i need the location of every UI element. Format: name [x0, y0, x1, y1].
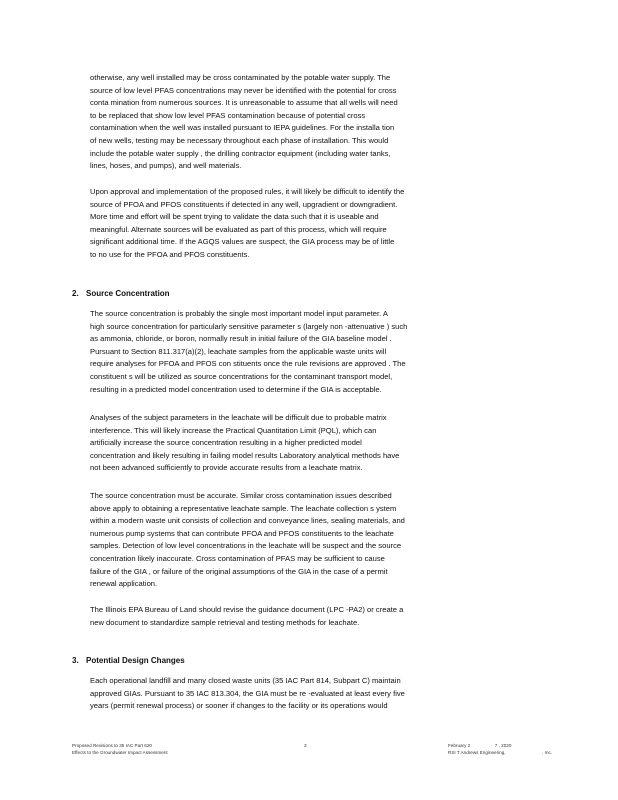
text-line: constituent s will be utilized as source concentrations for the contaminant transport model,	[90, 371, 393, 381]
text-line: The source concentration is probably the single most important model input parameter. A	[90, 309, 389, 318]
section-number: 2.	[72, 289, 79, 298]
text-line: The source concentration must be accurate. Similar cross contamination issues described	[90, 491, 392, 500]
text-line: resulting in a predicted model concentration used to determine if the GIA is acceptable.	[90, 384, 382, 394]
section-title: Source Concentration	[86, 289, 170, 298]
intro-paragraph-2	[90, 186, 540, 262]
text-line: not been advanced sufficiently to provide accurate results from a leachate matrix.	[90, 463, 363, 473]
text-line: Analyses of the subject parameters in the leachate will be difficult due to probable matrix	[90, 413, 387, 422]
text-line: approved GIAs. Pursuant to 35 IAC 813.304, the GIA must be re -evaluated at least every five	[90, 688, 405, 698]
text-line: require analyses for PFOA and PFOS con stituents once the rule revisions are approved . The	[90, 359, 406, 369]
text-line: new document to standardize sample retrieval and testing methods for leachate.	[90, 617, 360, 627]
footer-date-part: 7 , 2020	[494, 743, 512, 748]
footer-document-subtitle: Effects to the Groundwater Impact Assessment	[72, 749, 168, 755]
text-line: Pursuant to Section 811.317(a)(2), leachate samples from the applicable waste units will	[90, 346, 387, 356]
text-line: within a modern waste unit consists of collection and conveyance lines, sealing materials, and	[90, 516, 405, 526]
text-line: significant additional time. If the AGQS values are suspect, the GIA process may be of little	[90, 237, 395, 247]
text-line: to be replaced that show low level PFAS contamination because of potential cross	[90, 110, 366, 120]
section-2-paragraph-1	[90, 308, 540, 396]
text-line: source of PFOA and PFOS constituents if detected in any well, upgradient or downgradient.	[90, 199, 398, 209]
section-2-paragraph-3	[90, 490, 540, 591]
text-line: More time and effort will be spent trying to validate the data such that it is useable and	[90, 212, 379, 222]
footer-left	[72, 743, 168, 756]
text-line: high source concentration for particularly sensitive parameter s (largely non -attenuative ) such	[90, 321, 408, 331]
section-3-paragraph-1	[90, 675, 540, 713]
section-number: 3.	[72, 656, 79, 665]
text-line: samples. Detection of low level concentrations in the leachate will be suspect and the source	[90, 541, 402, 551]
text-line: of new wells, testing may be necessary throughout each phase of installation. This would	[90, 135, 389, 145]
text-line: otherwise, any well installed may be cross contaminated by the potable water supply. The	[90, 73, 391, 82]
text-line: failure of the GIA , or failure of the original assumptions of the GIA in the case of a permit	[90, 566, 388, 576]
text-line: years (permit renewal process) or sooner if changes to the facility or its operations would	[90, 701, 388, 711]
footer-right	[448, 743, 552, 756]
section-2-heading	[72, 289, 170, 298]
section-2-paragraph-4	[90, 604, 540, 629]
text-line: artificially increase the source concentration resulting in a higher predicted model	[90, 438, 362, 448]
section-2-paragraph-2	[90, 412, 540, 475]
text-line: renewal application.	[90, 579, 158, 589]
section-title: Potential Design Changes	[86, 656, 185, 665]
text-line: meaningful. Alternate sources will be evaluated as part of this process, which will require	[90, 224, 387, 234]
text-line: concentration likely inaccurate. Cross contamination of PFAS may be sufficient to cause	[90, 553, 385, 563]
intro-paragraph-1	[90, 72, 540, 173]
text-line: as ammonia, chloride, or boron, normally result in initial failure of the GIA baseline model .	[90, 334, 392, 344]
text-line: interference. This will likely increase the Practical Quantitation Limit (PQL), which can	[90, 425, 377, 435]
text-line: Each operational landfill and many closed waste units (35 IAC Part 814, Subpart C) maintain	[90, 676, 401, 685]
text-line: numerous pump systems that can contribute PFOA and PFOS constituents to the leachate	[90, 528, 394, 538]
footer-date-part: February 2	[448, 743, 471, 748]
text-line: conta mination from numerous sources. It is unreasonable to assume that all wells will need	[90, 98, 398, 108]
footer-document-title: Proposed Revisions to 35 IAC Part 620	[72, 743, 152, 748]
text-line: source of low level PFAS concentrations may never be identified with the potential for cross	[90, 85, 397, 95]
text-line: lines, hoses, and pumps), and well materials.	[90, 161, 242, 171]
section-3-heading	[72, 656, 185, 665]
text-line: to no use for the PFOA and PFOS constituents.	[90, 249, 250, 259]
text-line: concentration and likely resulting in failing model results Laboratory analytical methods have	[90, 450, 400, 460]
text-line: include the potable water supply , the drilling contractor equipment (including water tanks,	[90, 148, 391, 158]
text-line: Upon approval and implementation of the proposed rules, it will likely be difficult to identify the	[90, 187, 405, 196]
text-line: The Illinois EPA Bureau of Land should revise the guidance document (LPC -PA2) or create a	[90, 605, 404, 614]
footer-page-number: 3	[304, 743, 307, 748]
text-line: contamination when the well was installed pursuant to IEPA guidelines. For the installa tion	[90, 123, 395, 133]
footer-company: RSI T Andrews Engineering,	[448, 749, 506, 755]
footer-company-suffix: , Inc.	[542, 749, 553, 755]
text-line: above apply to obtaining a representative leachate sample. The leachate collection s ystem	[90, 503, 397, 513]
